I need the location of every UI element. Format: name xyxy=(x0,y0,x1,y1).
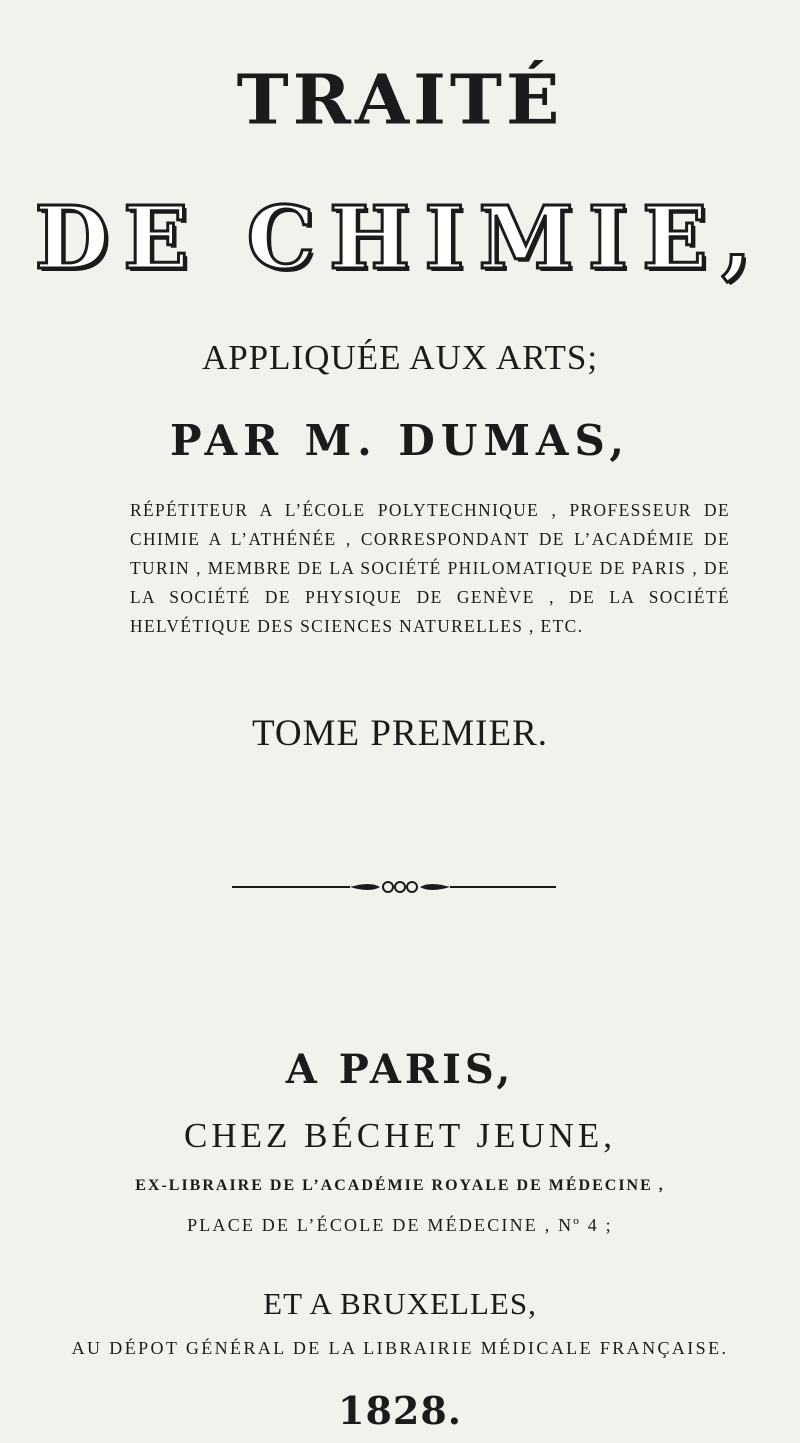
title-de-chimie: DE CHIMIE, xyxy=(34,188,766,289)
author-credentials: RÉPÉTITEUR A L’ÉCOLE POLYTECHNIQUE , PROFESSEUR DE CHIMIE A L’ATHÉNÉE , CORRESPONDANT DE L’ACADÉMIE DE TURIN , MEMBRE DE LA SOCIÉTÉ PHILOMATIQUE DE PARIS , DE LA SOCIÉTÉ DE PHYSIQUE DE GENÈVE , DE LA SOCIÉTÉ HELVÉTIQUE DES SCIENCES NATURELLES , ETC. xyxy=(130,500,730,636)
author-name: PAR M. DUMAS, xyxy=(170,416,630,465)
imprint-publisher-title: EX-LIBRAIRE DE L’ACADÉMIE ROYALE DE MÉDECINE , xyxy=(135,1177,665,1194)
imprint-city: A PARIS, xyxy=(285,1046,515,1093)
title-subtitle: APPLIQUÉE AUX ARTS; xyxy=(201,338,599,377)
imprint-publisher: CHEZ BÉCHET JEUNE, xyxy=(183,1116,617,1155)
ornamental-rule-icon xyxy=(230,872,560,902)
volume-label: TOME PREMIER. xyxy=(251,713,548,754)
imprint-year: 1828. xyxy=(338,1388,462,1433)
imprint-city-secondary: ET A BRUXELLES, xyxy=(263,1286,537,1321)
title-traite: TRAITÉ xyxy=(236,58,564,141)
imprint-address: PLACE DE L’ÉCOLE DE MÉDECINE , Nº 4 ; xyxy=(187,1215,613,1235)
imprint-depot: AU DÉPOT GÉNÉRAL DE LA LIBRAIRIE MÉDICALE FRANÇAISE. xyxy=(71,1338,729,1358)
